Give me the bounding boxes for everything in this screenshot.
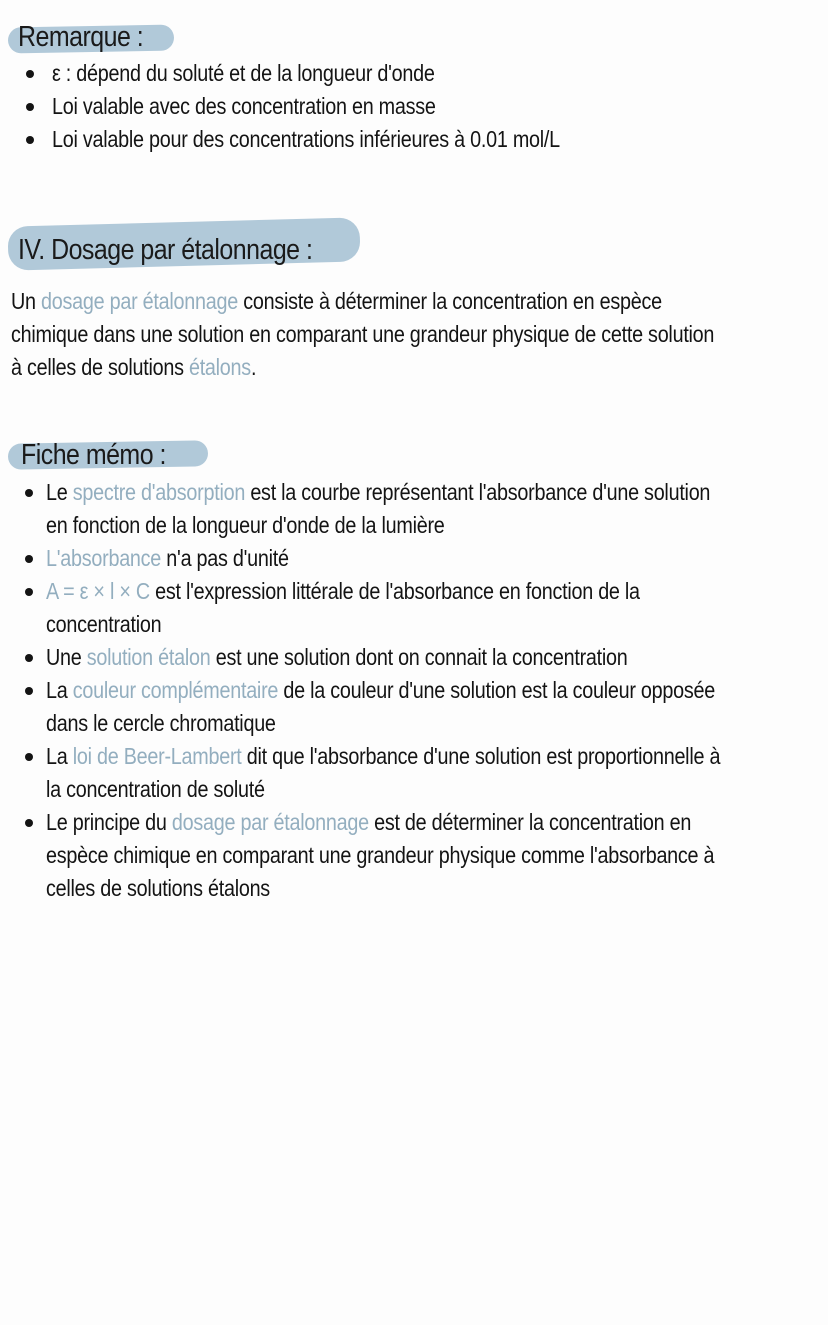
- list-item: A = ε × l × C est l'expression littérale de l'absorbance en fonction de la concentration: [46, 575, 828, 641]
- keyword: spectre d'absorption: [72, 479, 246, 505]
- keyword: couleur complémentaire: [72, 677, 279, 703]
- list-item: L'absorbance n'a pas d'unité: [46, 542, 828, 575]
- list-item: La loi de Beer-Lambert dit que l'absorbance d'une solution est proportionnelle à la concentration de soluté: [46, 740, 828, 806]
- dosage-paragraph: Un dosage par étalonnage consiste à déterminer la concentration en espèce chimique dans une solution en comparant une grandeur physique de cette solution à celles de solutions étalons.: [11, 288, 715, 380]
- list-item: La couleur complémentaire de la couleur d'une solution est la couleur opposée dans le cercle chromatique: [46, 674, 828, 740]
- list-item: ε : dépend du soluté et de la longueur d'onde: [52, 57, 828, 90]
- dosage-title: IV. Dosage par étalonnage :: [18, 234, 313, 266]
- list-item: Une solution étalon est une solution dont on connait la concentration: [46, 641, 828, 674]
- keyword: loi de Beer-Lambert: [72, 743, 242, 769]
- keyword: solution étalon: [86, 644, 211, 670]
- keyword: étalons: [188, 354, 251, 380]
- formula: A = ε × l × C: [46, 578, 150, 604]
- keyword: dosage par étalonnage: [41, 288, 238, 314]
- fiche-title: Fiche mémo :: [21, 439, 166, 471]
- list-item: Loi valable pour des concentrations inférieures à 0.01 mol/L: [52, 123, 828, 156]
- remarque-title: Remarque :: [18, 21, 144, 53]
- list-item: Le principe du dosage par étalonnage est de déterminer la concentration en espèce chimique en comparant une grandeur physique comme l'absorbance à celles de solutions étalons: [46, 806, 828, 905]
- list-item: Loi valable avec des concentration en masse: [52, 90, 828, 123]
- keyword: dosage par étalonnage: [171, 809, 369, 835]
- fiche-list: [46, 476, 828, 905]
- keyword: L'absorbance: [46, 545, 162, 571]
- remarque-list: [52, 57, 828, 156]
- list-item: Le spectre d'absorption est la courbe représentant l'absorbance d'une solution en fonction de la longueur d'onde de la lumière: [46, 476, 828, 542]
- epsilon-symbol: ε: [52, 60, 61, 86]
